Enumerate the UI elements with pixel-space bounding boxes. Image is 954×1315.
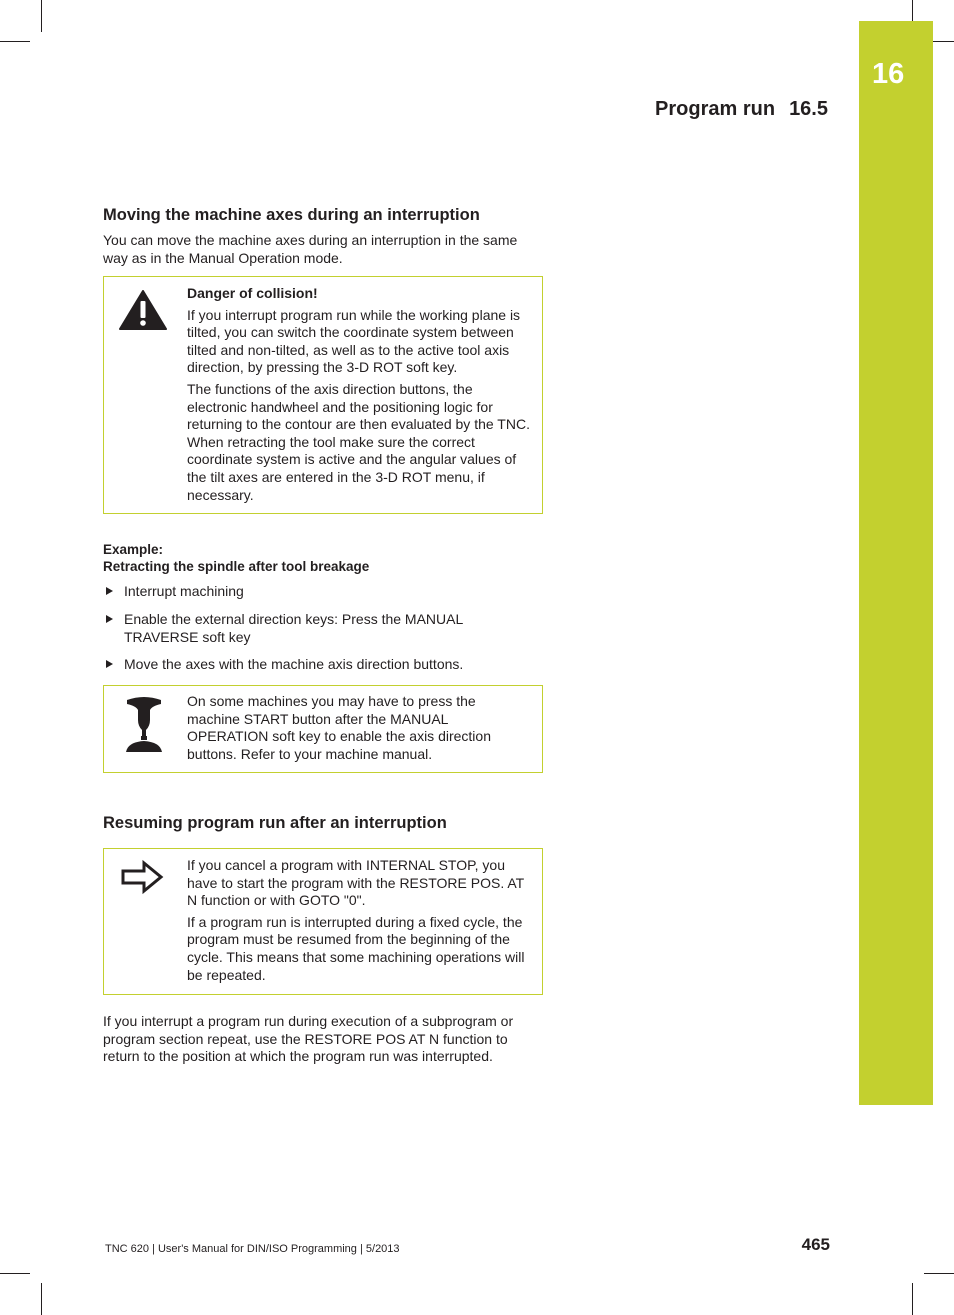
example-title: Retracting the spindle after tool breakage [103, 559, 370, 574]
section-intro: You can move the machine axes during an interruption in the same way as in the Manual Operation mode. [103, 232, 518, 266]
machine-note-box [103, 685, 543, 773]
info-note-text: If you cancel a program with INTERNAL STOP, you have to start the program with the RESTORE POS. AT N function or with GOTO "0". If a program run is interrupted during a fixed cycle, the program must be resumed from the beginning of the cycle. This means that some machining operations will be repeated. [187, 857, 525, 983]
danger-title: Danger of collision! [187, 285, 318, 301]
closing-paragraph: If you interrupt a program run during execution of a subprogram or program section repeat, use the RESTORE POS AT N function to return to the position at which the program run was interrupted. [103, 1013, 514, 1065]
info-note-box [103, 848, 543, 995]
running-header [655, 98, 828, 121]
triangle-bullet-icon [106, 615, 113, 623]
crop-mark [41, 1283, 42, 1315]
triangle-bullet-icon [106, 587, 113, 595]
crop-mark [924, 1273, 954, 1274]
crop-mark [912, 1283, 913, 1315]
section-heading-moving-axes: Moving the machine axes during an interruption [103, 206, 480, 224]
chapter-tab [859, 21, 933, 1105]
danger-note-text [187, 285, 535, 504]
danger-paragraph: The functions of the axis direction buttons, the electronic handwheel and the positioning logic for returning to the contour are then evaluated by the TNC. When retracting the tool make sure the correct coordinate system is active and the angular values of the tilt axes are entered in the 3-D ROT menu, if necessary. [187, 380, 530, 503]
machine-tool-icon [124, 696, 164, 757]
danger-note-box [103, 276, 543, 514]
triangle-bullet-icon [106, 660, 113, 668]
example-heading [103, 541, 543, 575]
example-label: Example: [103, 542, 164, 557]
section-heading-resuming: Resuming program run after an interruption [103, 814, 447, 832]
crop-mark [41, 0, 42, 32]
warning-triangle-icon [118, 289, 168, 336]
crop-mark [0, 1273, 30, 1274]
machine-note-text: On some machines you may have to press the machine START button after the MANUAL OPERATION soft key to enable the axis direction buttons. Refer to your machine manual. [187, 693, 491, 762]
chapter-number: 16 [872, 58, 905, 90]
section-number: 16.5 [789, 98, 828, 120]
danger-paragraph: If you interrupt program run while the working plane is tilted, you can switch the coordinate system between tilted and non-tilted, as well as to the active tool axis direction, by pressing the 3-D ROT soft key. [187, 306, 521, 376]
page-footer: TNC 620 | User's Manual for DIN/ISO Programming | 5/2013 [105, 1243, 400, 1255]
crop-mark [0, 41, 30, 42]
page-number: 465 [801, 1235, 830, 1254]
section-title: Program run [655, 98, 776, 120]
arrow-right-outline-icon [120, 859, 164, 900]
